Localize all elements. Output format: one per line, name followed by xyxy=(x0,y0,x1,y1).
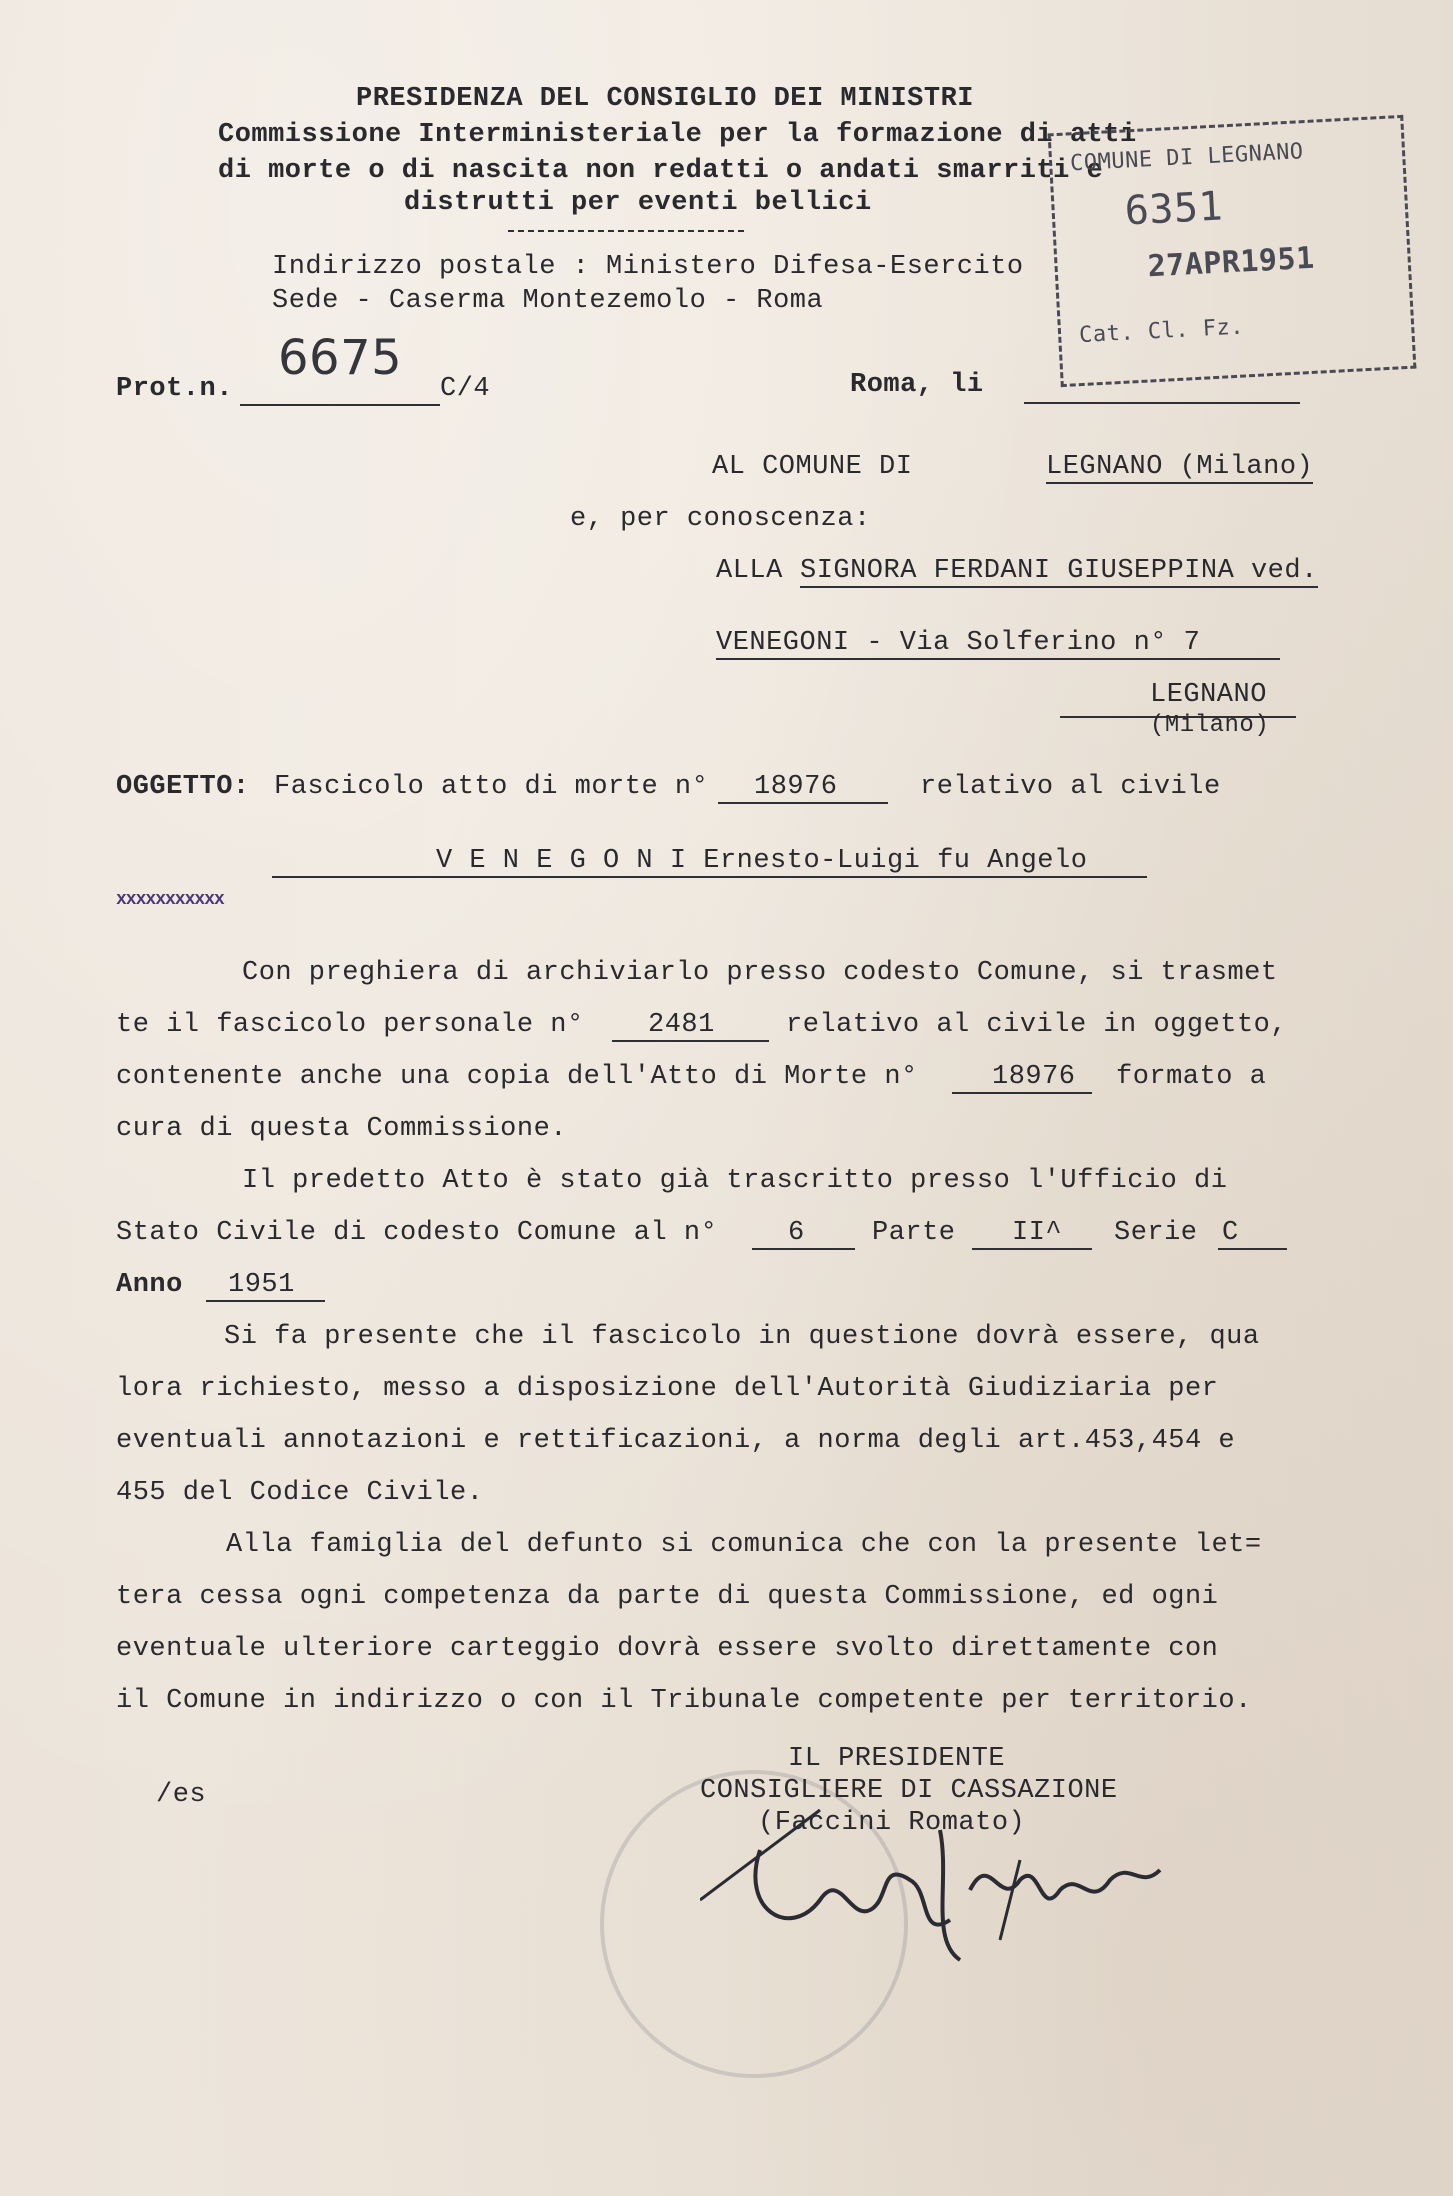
stamp-top: COMUNE DI LEGNANO xyxy=(1069,139,1305,177)
p2-line2b: Parte xyxy=(872,1218,956,1248)
protocol-label: Prot.n. xyxy=(116,374,233,404)
handwritten-signature xyxy=(700,1790,1180,1980)
p3-line4: 455 del Codice Civile. xyxy=(116,1478,484,1508)
recipient-city xyxy=(1046,452,1313,484)
p1-line2a: te il fascicolo personale n° xyxy=(116,1010,584,1040)
p2-anno-text: 1951 xyxy=(206,1270,325,1302)
p2-line2a: Stato Civile di codesto Comune al n° xyxy=(116,1218,718,1248)
cc-label: e, per conoscenza: xyxy=(570,504,871,534)
subject-text2: relativo al civile xyxy=(920,772,1221,802)
address-line2: Sede - Caserma Montezemolo - Roma xyxy=(272,286,824,316)
cc-line3: LEGNANO xyxy=(1150,680,1267,710)
p2-num-text: 6 xyxy=(752,1218,855,1250)
cc-line4: (Milano) xyxy=(1150,712,1270,739)
p2-serie xyxy=(1218,1218,1287,1250)
protocol-underline xyxy=(240,404,440,406)
stamp-bottom: Cat. Cl. Fz. xyxy=(1078,314,1245,349)
protocol-number: 6675 xyxy=(278,330,403,386)
p2-anno xyxy=(206,1270,325,1302)
cc-line1 xyxy=(800,556,1318,588)
p4-line1: Alla famiglia del defunto si comunica che con la presente let= xyxy=(226,1530,1262,1560)
recipient-city-text: LEGNANO (Milano) xyxy=(1046,452,1314,482)
registry-stamp xyxy=(1048,115,1417,387)
stamp-number: 6351 xyxy=(1123,183,1225,235)
address-line1: Indirizzo postale : Ministero Difesa-Esercito xyxy=(272,252,1024,282)
p2-num xyxy=(752,1218,855,1250)
date-underline xyxy=(1024,402,1300,404)
subject-name xyxy=(272,846,1147,878)
header-line2: Commissione Interministeriale per la formazione di atti xyxy=(218,120,1137,150)
subject-number-text: 18976 xyxy=(718,772,888,804)
subject-number xyxy=(718,772,888,804)
p2-parte-text: II^ xyxy=(972,1218,1092,1250)
p4-line3: eventuale ulteriore carteggio dovrà essere svolto direttamente con xyxy=(116,1634,1219,1664)
subject-text: Fascicolo atto di morte n° xyxy=(274,772,709,802)
header-line3: di morte o di nascita non redatti o andati smarriti e xyxy=(218,156,1104,186)
protocol-suffix: C/4 xyxy=(440,374,491,404)
stamp-date: 27APR1951 xyxy=(1146,240,1316,285)
p2-line3a: Anno xyxy=(116,1270,183,1300)
p1-line3a: contenente anche una copia dell'Atto di Morte n° xyxy=(116,1062,918,1092)
signature-name: (Faccini Romato) xyxy=(758,1808,1026,1838)
p4-line2: tera cessa ogni competenza da parte di questa Commissione, ed ogni xyxy=(116,1582,1219,1612)
typist-initials: /es xyxy=(156,1780,207,1810)
p3-line1: Si fa presente che il fascicolo in questione dovrà essere, qua xyxy=(224,1322,1260,1352)
subject-label: OGGETTO: xyxy=(116,772,250,802)
p2-line2c: Serie xyxy=(1114,1218,1198,1248)
p1-atto xyxy=(952,1062,1092,1094)
cc-line2 xyxy=(716,628,1280,660)
header-line4: distrutti per eventi bellici xyxy=(404,188,872,218)
header-line1: PRESIDENZA DEL CONSIGLIO DEI MINISTRI xyxy=(356,84,974,114)
cc-line1-text: SIGNORA FERDANI GIUSEPPINA ved. xyxy=(800,556,1318,586)
recipient-to: AL COMUNE DI xyxy=(712,452,913,482)
p2-serie-text: C xyxy=(1218,1218,1287,1250)
signature-title1: IL PRESIDENTE xyxy=(788,1744,1006,1774)
p3-line2: lora richiesto, messo a disposizione dell'Autorità Giudiziaria per xyxy=(116,1374,1219,1404)
signature-title2: CONSIGLIERE DI CASSAZIONE xyxy=(700,1776,1118,1806)
p3-line3: eventuali annotazioni e rettificazioni, a norma degli art.453,454 e xyxy=(116,1426,1236,1456)
p1-atto-text: 18976 xyxy=(952,1062,1092,1094)
p1-fascicolo-text: 2481 xyxy=(612,1010,769,1042)
p1-line3b: formato a xyxy=(1116,1062,1267,1092)
header-divider xyxy=(508,230,744,232)
struck-text: xxxxxxxxxxx xyxy=(116,890,224,910)
p1-fascicolo xyxy=(612,1010,769,1042)
p2-parte xyxy=(972,1218,1092,1250)
place-date: Roma, li xyxy=(850,370,984,400)
cc-line1-prefix: ALLA xyxy=(716,556,783,586)
p1-line4: cura di questa Commissione. xyxy=(116,1114,567,1144)
cc-line2-text: VENEGONI - Via Solferino n° 7 xyxy=(716,628,1280,660)
p1-line2b: relativo al civile in oggetto, xyxy=(786,1010,1288,1040)
p2-line1: Il predetto Atto è stato già trascritto presso l'Ufficio di xyxy=(242,1166,1228,1196)
p4-line4: il Comune in indirizzo o con il Tribunale competente per territorio. xyxy=(116,1686,1252,1716)
subject-name-text: V E N E G O N I Ernesto-Luigi fu Angelo xyxy=(272,846,1147,878)
p1-line1: Con preghiera di archiviarlo presso codesto Comune, si trasmet xyxy=(242,958,1278,988)
